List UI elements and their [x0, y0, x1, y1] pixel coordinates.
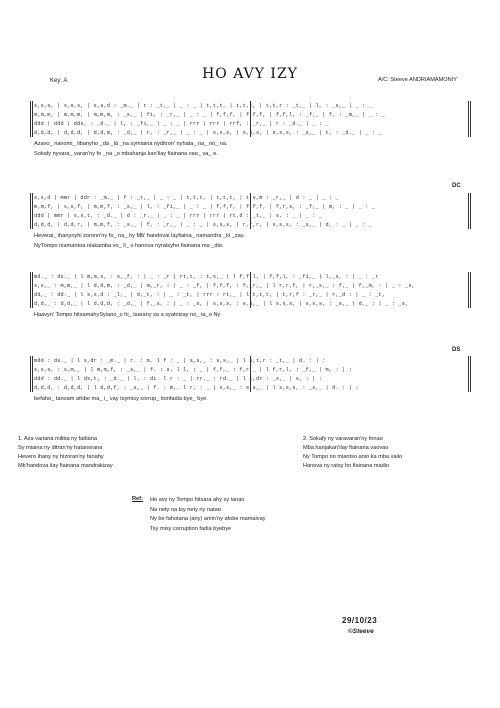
solfa-bass: d,d,_ : d,d,_ | l d,d,d, : _d,_ | f,_s, : | _ : _s, | s,s,s, : s,s,_ | l s,s,s, | s,s,s, : _s,_ | d,_ : | _ : _s, — [34, 301, 409, 307]
dc-mark: DC — [452, 183, 461, 189]
bar-line — [468, 356, 471, 392]
solfa-bass: d,d,d, | d,d,d, | d,d,m, : _d,_ | r, : _r,_ | _ : _ | s,s,s, | s,s,s, | s,s,s, : _s,_ | t, : _d._ | _ : _ — [34, 130, 382, 136]
solfa-bass: d,d,d, : d,d,d, | l d,d,f, : _s,_ | f. : m,. l r, : _ | s,s,_ : s,s,_ | l s,s,s, : _s,_ | d. : | : — [34, 385, 359, 391]
solfa-soprano: mdd : ds._ | l s,dr : _m._ | r. : m. l f : _ | s,s,_ : s,s,_ | l s,t,r : _t,_ | d. : | : — [34, 358, 326, 364]
composition-date: 29/10/23 — [342, 616, 378, 625]
solfa-bass: d,d,d, | d,d,r, | m,m,f, : _s,_ | f, : _r,_ | _ : _ | s,s,s, | r,r,r, | s,s,s, : _s,_ | d, : _ | _ : _ — [34, 222, 372, 228]
solfa-tenor: ddd | mmr | s,s,t, : _d._ | d : _r._ | _ : _ | rrr | rrr | rt,d : _t,_ | s, : _ | _ : _ — [34, 213, 323, 219]
key-label: Key: A — [50, 78, 68, 84]
verse-line: Mba hanjakan'ilay fiainana vaovao — [303, 445, 389, 451]
song-title: HO AVY IZY — [202, 66, 298, 82]
solfa-soprano: s,s,s, | s,s,s, | s,s,d : _m._ | r : _t,_ | _ : _ | t,t,t, | t,t,t, | t,t,r : _t,_ | l, : _s,_ | _ : _ — [34, 103, 372, 109]
solfa-tenor: dd,_ : dd._ | l s,s,d : _l,_ | d,_t, : | _ : _t, | rrr : rt,_ | l t,t,t, | t,r,f : _r,_ | r,_d : | _ : _t, — [34, 292, 386, 298]
verse-line: Hanova ny ratsy ho fiainana madio — [303, 463, 390, 469]
solfa-alto: m,m,f, | s,s,f, | m,m,f, : _s,_ | l, : _fi,_ | _ : _ | f,f,f, | f,f,f, | f,r,s, : _f,_ | m, : _ | _ : _ — [34, 204, 376, 210]
refrain-line: Ho avy ny Tompo hitsara ahy sy ianao — [150, 497, 245, 503]
bar-line — [468, 101, 471, 137]
solfa-alto: m,m,m, | m,m,m, | m,m,m, : _s,_ | fi, : _r,_ | _ : _ | f,f,f, | f,f,f, | f,f,l, : _f,_ | f, : _m,_ | _ : _ — [34, 112, 386, 118]
solfa-tenor: ddd : dd._ | l ds,t, : _d._ | l. : di. l r : _ | rr._ : rd._ | l t,dr : _s,_ | s, : | : — [34, 376, 323, 382]
refrain-label: Ref: — [132, 496, 143, 502]
bar-line — [30, 101, 33, 137]
lyrics-line-2: NyTompo niamantoa niakamba vo_ li_ o hanova nyratsyho fiainana ma _dio. — [34, 243, 224, 249]
refrain-line: Na nety na tsy nety ny natao — [150, 506, 221, 513]
lyrics-line-1: Haavyn' Tompo hitsamahySyiano_o hi_ tsarany sa a syatoizay no_ ta_o Ny — [34, 312, 221, 318]
verse-line: Sy miaina ny ditran'ny hatanorana — [18, 445, 103, 451]
verse-2 — [303, 435, 402, 471]
bar-line — [30, 272, 33, 308]
bar-line — [30, 193, 33, 229]
verse-line: Hevero ihany ny hizoran'ny fanahy — [18, 454, 104, 460]
lyrics-line-1: Azavo_ rianomi_ libanyho _da _lá _na symiaina nyditron' nyhata_ na_ nò_ na. — [34, 141, 228, 147]
verse-line: Ny Tompo no miantso anio ka mba valio — [303, 454, 403, 460]
ds-mark: DS — [452, 347, 461, 353]
bar-line — [468, 193, 471, 229]
bar-line — [30, 356, 33, 392]
signature: ©Steeve — [348, 628, 374, 635]
solfa-tenor: ddd | ddd | dds, : _d._ | l, : _fi,_ | _ : _ | rrr | rrr | rrf, : _r,_ | r : _d._ | _ : _ — [34, 121, 329, 127]
refrain-line: Ny be fahotana (any) amin'ny afobe mamaivay — [150, 516, 266, 522]
solfa-soprano: s,s,d | mmr | ddr : _m._ | f : _t,_ | _ : _ | t,t,t, | t,t,t, | t,s,m : _r,_ | d : _ | _ : _ — [34, 195, 339, 201]
refrain-text — [150, 496, 266, 534]
refrain-line: Tsy misy corruption fadia byebye — [150, 525, 232, 532]
verse-line: 2. Sokafy ny varavaran'ny fonao — [303, 436, 383, 442]
lyrics-line-1: befaho_ tanoam afobe ma_ i_ vay tsymisy corrup_ tionfadia bye_ bye. — [34, 396, 208, 402]
author-credit: A/C: Steeve ANDRIAMAMONIY — [378, 77, 457, 83]
lyrics-line-1: Heverai_ ihanynyhi zoronn'ny fo_ na_ hy Mb' handovai layfiaina_ namandra _ki _zay. — [34, 233, 245, 239]
lyrics-line-2: Sokafy nyvara_ varan'ny fo _na _o mbahanja kan'ilay fiainana vao_ va_ o. — [34, 151, 218, 157]
solfa-alto: s,s,_ : m,m,_ | l d,d,m, : _d,_ | m,_r, : | _ : _f, | f,f,f, : f,_r,_ | l r,r,f, | r,_s,_ : f,_ | f,_m, : | _ : _s, — [34, 283, 415, 289]
solfa-soprano: md._ : ds._ | l m,m,s, : s,_f, : | _ : _r | rt,t, : t,s,_ | l f,f,l, | f,f,l, : _fi,_ | l,_s, : | _ : _r — [34, 274, 379, 280]
bar-line — [468, 272, 471, 308]
verse-line: 1. Aza variana miliba ny fadiàna — [18, 436, 97, 442]
solfa-alto: s,s,s, : s,m,_ | l m,m,f, : _s,_ | f. : s. l l, : _ | f,f,_ : f,r,_ | l f,r,l, : _f,_ | m, : | : — [34, 367, 353, 373]
verse-line: Mb'handova ilay fiainana mandrakizay — [18, 463, 113, 469]
verse-1 — [18, 435, 113, 471]
